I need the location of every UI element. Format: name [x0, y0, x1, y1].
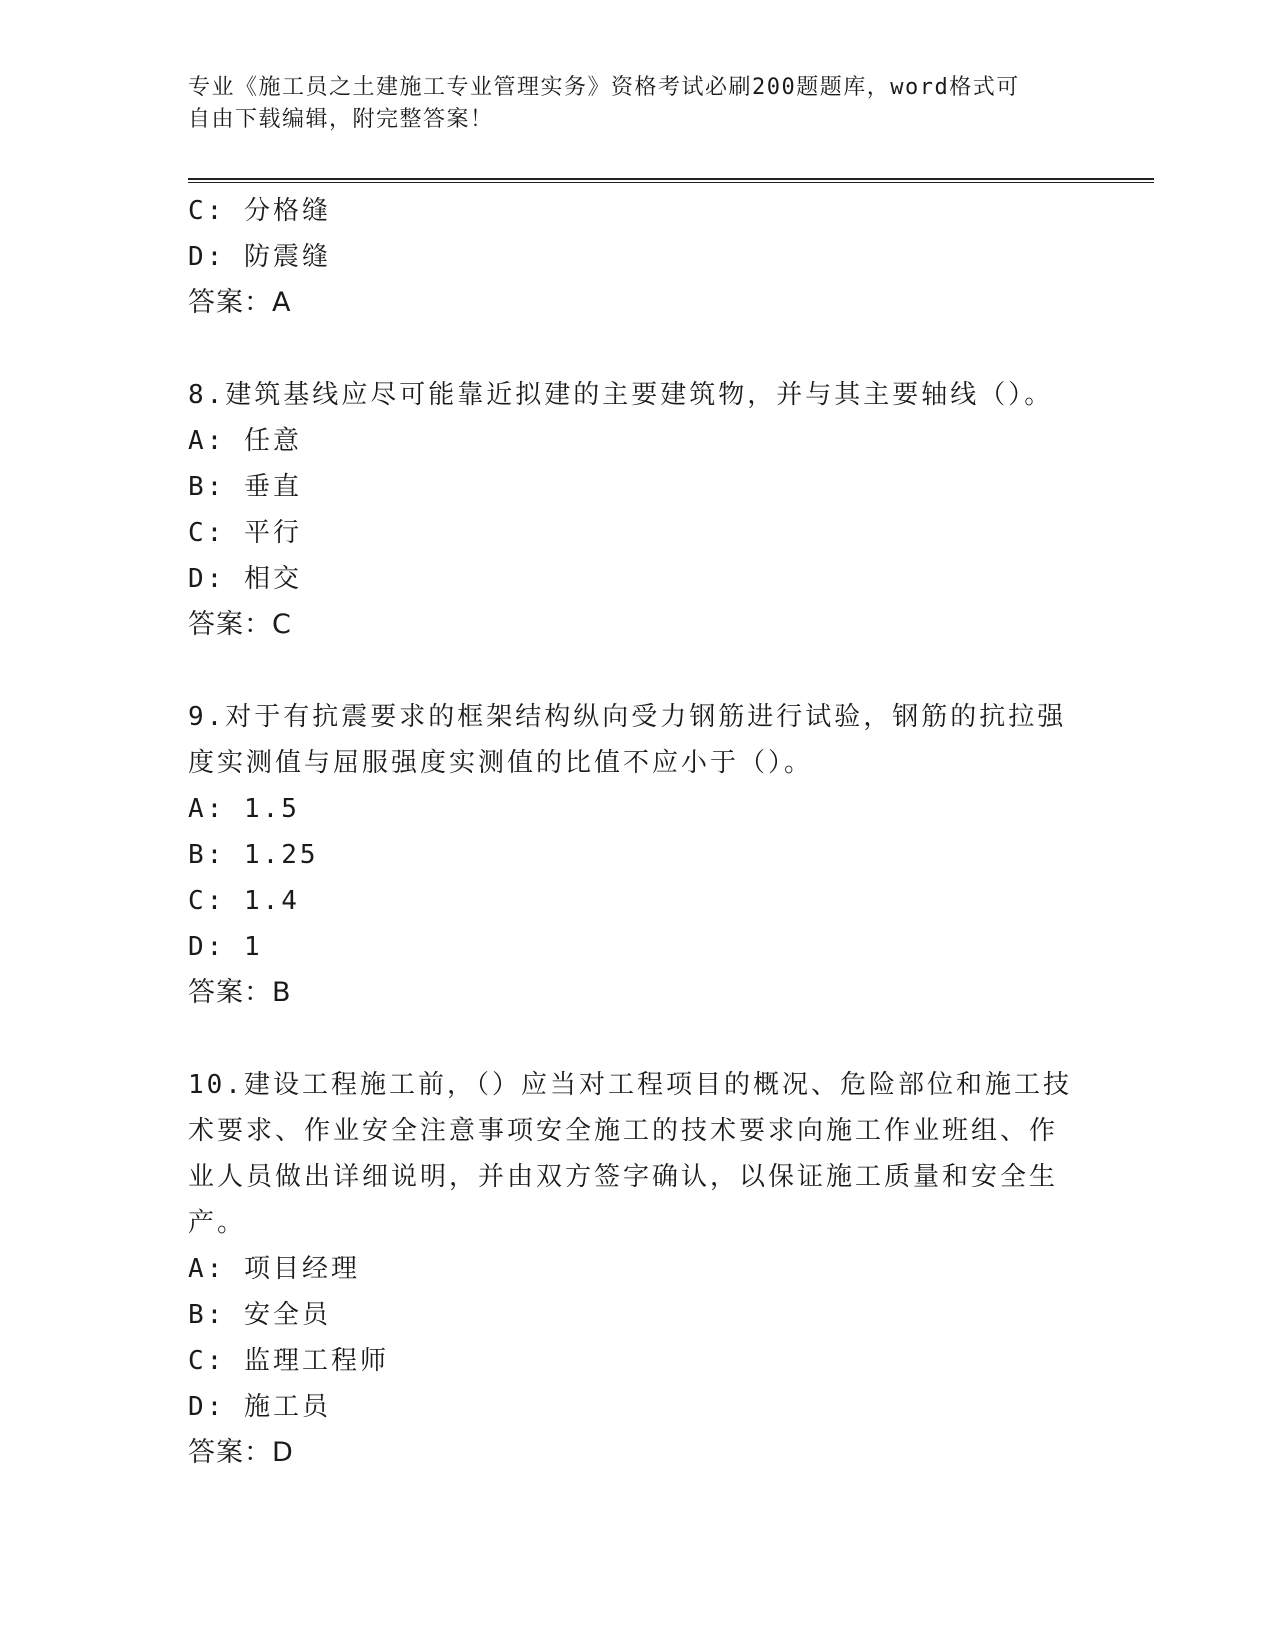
- option-d: D: 施工员: [188, 1392, 331, 1422]
- document-header: [188, 72, 1088, 136]
- question-text-line-1: 10.建设工程施工前，（）应当对工程项目的概况、危险部位和施工技: [188, 1070, 1072, 1100]
- answer-line: 答案：D: [188, 1437, 294, 1468]
- question-text-line-3: 业人员做出详细说明，并由双方签字确认，以保证施工质量和安全生: [188, 1162, 1059, 1192]
- option-a: A: 项目经理: [188, 1254, 360, 1284]
- header-divider: [188, 178, 1154, 183]
- question-block-10: [188, 1062, 1088, 1476]
- option-b: B: 1.25: [188, 840, 319, 870]
- answer-line: 答案：A: [188, 287, 292, 318]
- option-a: A: 任意: [188, 426, 302, 456]
- question-text-line-2: 术要求、作业安全注意事项安全施工的技术要求向施工作业班组、作: [188, 1116, 1059, 1146]
- answer-line: 答案：C: [188, 609, 292, 640]
- option-c: C: 监理工程师: [188, 1346, 389, 1376]
- spacer: [188, 1016, 1088, 1062]
- question-text-line-4: 产。: [188, 1208, 247, 1238]
- answer-line: 答案：B: [188, 977, 292, 1008]
- spacer: [188, 326, 1088, 372]
- spacer: [188, 648, 1088, 694]
- option-d: D: 1: [188, 932, 263, 962]
- option-b: B: 垂直: [188, 472, 302, 502]
- option-d: D: 防震缝: [188, 242, 331, 272]
- question-text-line-2: 度实测值与屈服强度实测值的比值不应小于（）。: [188, 748, 814, 778]
- question-block-9: [188, 694, 1088, 1016]
- question-block-8: [188, 372, 1088, 648]
- header-line-1: 专业《施工员之土建施工专业管理实务》资格考试必刷200题题库，word格式可: [188, 75, 1020, 100]
- question-text: 8.建筑基线应尽可能靠近拟建的主要建筑物，并与其主要轴线（）。: [188, 380, 1054, 410]
- option-c: C: 分格缝: [188, 196, 331, 226]
- option-d: D: 相交: [188, 564, 302, 594]
- question-block-prev: [188, 188, 1088, 326]
- option-b: B: 安全员: [188, 1300, 331, 1330]
- option-c: C: 1.4: [188, 886, 300, 916]
- option-a: A: 1.5: [188, 794, 300, 824]
- question-text-line-1: 9.对于有抗震要求的框架结构纵向受力钢筋进行试验，钢筋的抗拉强: [188, 702, 1067, 732]
- header-line-2: 自由下载编辑，附完整答案！: [188, 107, 494, 132]
- question-content: [188, 188, 1088, 1476]
- option-c: C: 平行: [188, 518, 302, 548]
